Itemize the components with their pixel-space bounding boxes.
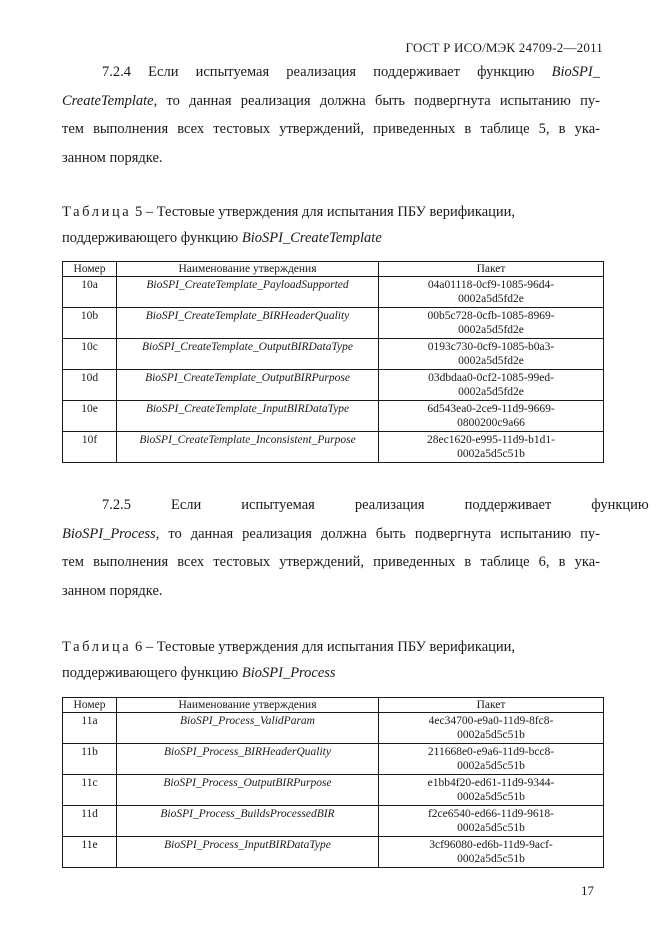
paragraph-line: тем выполнения всех тестовых утверждений, приведенных в таблице 6, в ука-	[62, 554, 600, 570]
row-number: 10a	[63, 277, 117, 308]
column-header-name: Наименование утверждения	[117, 262, 379, 277]
table-header-row	[63, 262, 604, 277]
table-row	[63, 308, 604, 339]
packet-id	[379, 432, 604, 463]
packet-id	[379, 401, 604, 432]
packet-id-line: 0002a5d5fd2e	[458, 386, 524, 398]
paragraph-line: BioSPI_Process, то данная реализация должна быть подвергнута испытанию пу-	[62, 525, 600, 542]
packet-id-line: 0002a5d5c51b	[457, 448, 525, 460]
paragraph-line: занном порядке.	[62, 149, 163, 166]
assertion-name: BioSPI_CreateTemplate_InputBIRDataType	[117, 401, 379, 432]
paragraph-line: CreateTemplate, то данная реализация должна быть подвергнута испытанию пу-	[62, 92, 600, 109]
table-6	[62, 697, 604, 868]
row-number: 10e	[63, 401, 117, 432]
paragraph-line: занном порядке.	[62, 582, 163, 599]
packet-id-line: 0002a5d5fd2e	[458, 324, 524, 336]
table-row	[63, 775, 604, 806]
table-row	[63, 837, 604, 868]
row-number: 10f	[63, 432, 117, 463]
row-number: 11c	[63, 775, 117, 806]
packet-id-line: 3cf96080-ed6b-11d9-9acf-	[429, 839, 553, 851]
packet-id-line: f2ce6540-ed66-11d9-9618-	[427, 808, 555, 820]
packet-id	[379, 339, 604, 370]
table-row	[63, 370, 604, 401]
packet-id-line: 0002a5d5c51b	[457, 853, 525, 865]
section-7-2-5-paragraph	[62, 491, 649, 605]
packet-id-line: 04a01118-0cf9-1085-96d4-	[427, 279, 555, 291]
column-header-number: Номер	[63, 262, 117, 277]
paragraph-line: тем выполнения всех тестовых утверждений, приведенных в таблице 5, в ука-	[62, 121, 600, 137]
packet-id-line: 0800200c9a66	[457, 417, 525, 429]
table-header-row	[63, 698, 604, 713]
packet-id-line: 28ec1620-e995-11d9-b1d1-	[427, 434, 555, 446]
packet-id-line: 00b5c728-0cfb-1085-8969-	[427, 310, 555, 322]
packet-id-line: 0002a5d5fd2e	[458, 293, 524, 305]
column-header-number: Номер	[63, 698, 117, 713]
packet-id	[379, 837, 604, 868]
packet-id	[379, 370, 604, 401]
assertion-name: BioSPI_CreateTemplate_BIRHeaderQuality	[117, 308, 379, 339]
paragraph-line: 7.2.5 Если испытуемая реализация поддерживает функцию	[102, 497, 649, 513]
row-number: 10b	[63, 308, 117, 339]
section-7-2-4-paragraph	[62, 58, 600, 172]
table-6-caption: Таблица 6 – Тестовые утверждения для испытания ПБУ верификации, поддерживающего функцию BioSPI_Process	[62, 639, 516, 681]
packet-id	[379, 806, 604, 837]
packet-id-line: e1bb4f20-ed61-11d9-9344-	[427, 777, 555, 789]
packet-id-line: 0002a5d5c51b	[457, 729, 525, 741]
table-6-body	[63, 713, 604, 868]
assertion-name: BioSPI_Process_BuildsProcessedBIR	[117, 806, 379, 837]
packet-id	[379, 277, 604, 308]
packet-id-line: 0002a5d5fd2e	[458, 355, 524, 367]
row-number: 11e	[63, 837, 117, 868]
column-header-name: Наименование утверждения	[117, 698, 379, 713]
packet-id	[379, 775, 604, 806]
assertion-name: BioSPI_CreateTemplate_OutputBIRDataType	[117, 339, 379, 370]
packet-id	[379, 713, 604, 744]
row-number: 11d	[63, 806, 117, 837]
packet-id	[379, 744, 604, 775]
column-header-packet: Пакет	[379, 262, 604, 277]
document-header: ГОСТ Р ИСО/МЭК 24709-2—2011	[405, 40, 603, 55]
table-row	[63, 744, 604, 775]
row-number: 10d	[63, 370, 117, 401]
packet-id-line: 211668e0-e9a6-11d9-bcc8-	[427, 746, 555, 758]
packet-id-line: 03dbdaa0-0cf2-1085-99ed-	[428, 372, 554, 384]
table-row	[63, 713, 604, 744]
packet-id-line: 6d543ea0-2ce9-11d9-9669-	[427, 403, 555, 415]
assertion-name: BioSPI_CreateTemplate_OutputBIRPurpose	[117, 370, 379, 401]
table-5-caption: Таблица 5 – Тестовые утверждения для испытания ПБУ верификации, поддерживающего функцию BioSPI_CreateTemplate	[62, 204, 516, 246]
assertion-name: BioSPI_Process_BIRHeaderQuality	[117, 744, 379, 775]
packet-id-line: 4ec34700-e9a0-11d9-8fc8-	[428, 715, 554, 727]
row-number: 10c	[63, 339, 117, 370]
table-5-body	[63, 277, 604, 463]
packet-id-line: 0002a5d5c51b	[457, 822, 525, 834]
packet-id	[379, 308, 604, 339]
assertion-name: BioSPI_CreateTemplate_PayloadSupported	[117, 277, 379, 308]
row-number: 11a	[63, 713, 117, 744]
table-row	[63, 401, 604, 432]
column-header-packet: Пакет	[379, 698, 604, 713]
assertion-name: BioSPI_Process_InputBIRDataType	[117, 837, 379, 868]
packet-id-line: 0002a5d5c51b	[457, 760, 525, 772]
table-row	[63, 277, 604, 308]
paragraph-line: 7.2.4 Если испытуемая реализация поддерживает функцию BioSPI_	[102, 64, 600, 80]
table-5	[62, 261, 604, 463]
table-row	[63, 432, 604, 463]
assertion-name: BioSPI_Process_OutputBIRPurpose	[117, 775, 379, 806]
packet-id-line: 0002a5d5c51b	[457, 791, 525, 803]
page-number: 17	[581, 883, 594, 898]
packet-id-line: 0193c730-0cf9-1085-b0a3-	[427, 341, 555, 353]
assertion-name: BioSPI_CreateTemplate_Inconsistent_Purpose	[117, 432, 379, 463]
row-number: 11b	[63, 744, 117, 775]
assertion-name: BioSPI_Process_ValidParam	[117, 713, 379, 744]
table-row	[63, 806, 604, 837]
table-row	[63, 339, 604, 370]
